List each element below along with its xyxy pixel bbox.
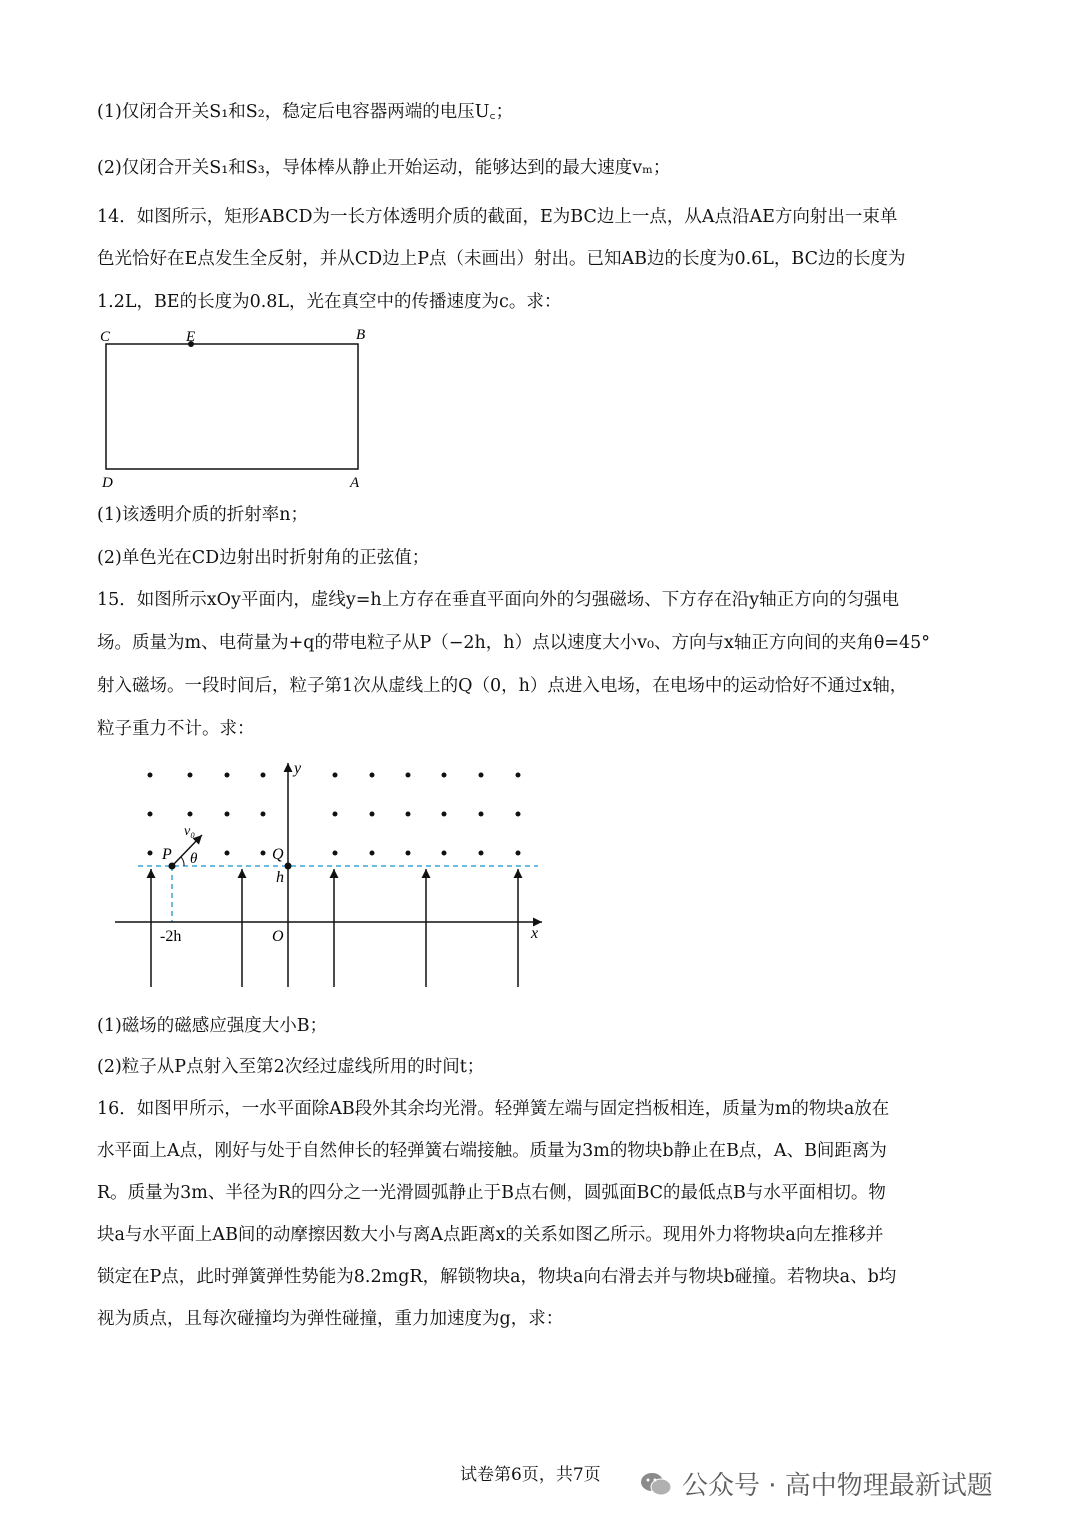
q15-line3: 射入磁场。一段时间后，粒子第1次从虚线上的Q（0，h）点进入电场，在电场中的运动恰好不通过x轴， [97,676,908,696]
q14-line3: 1.2L，BE的长度为0.8L，光在真空中的传播速度为c。求： [97,292,562,312]
watermark-text: 公众号 · 高中物理最新试题 [682,1471,993,1501]
q14-line2: 色光恰好在E点发生全反射，并从CD边上P点（未画出）射出。已知AB边的长度为0.6L，BC边的长度为 [97,249,906,269]
label-o: O [272,928,284,945]
label-h: h [276,869,284,886]
field-dot [333,773,338,778]
field-dot [225,851,230,856]
field-dot [479,851,484,856]
q16-line3: R。质量为3m、半径为R的四分之一光滑圆弧静止于B点右侧，圆弧面BC的最低点B与水平面相切。物 [97,1183,886,1203]
field-dot [148,851,153,856]
field-dot [333,812,338,817]
field-dot [370,773,375,778]
point-q [285,863,292,870]
field-dot [370,812,375,817]
field-dot [261,773,266,778]
q15-line4: 粒子重力不计。求： [97,719,255,739]
q15-line2: 场。质量为m、电荷量为+q的带电粒子从P（−2h，h）点以速度大小v₀、方向与x轴正方向间的夹角θ=45° [97,633,931,653]
field-dot [406,851,411,856]
label-p: P [162,846,172,863]
field-dot [148,812,153,817]
q15-field-figure [110,755,550,995]
field-dot [188,812,193,817]
electric-field-arrows [151,869,518,987]
field-dot [333,851,338,856]
field-dot [261,851,266,856]
field-dot [516,812,521,817]
field-dot [406,812,411,817]
field-dot [479,773,484,778]
q16-line4: 块a与水平面上AB间的动摩擦因数大小与离A点距离x的关系如图乙所示。现用外力将物块a向左推移并 [97,1225,884,1245]
field-dot [225,773,230,778]
field-dot [479,812,484,817]
q14-rectangle-figure [90,322,380,497]
watermark [640,1465,993,1502]
q14-line1: 14．如图所示，矩形ABCD为一长方体透明介质的截面，E为BC边上一点，从A点沿AE方向射出一束单 [97,207,898,227]
q16-line2: 水平面上A点，刚好与处于自然伸长的轻弹簧右端接触。质量为3m的物块b静止在B点，A、B间距离为 [97,1141,887,1161]
label-neg-2h: -2h [160,928,182,945]
field-dot [148,773,153,778]
rectangle-abcd [106,344,358,469]
label-q: Q [272,846,284,863]
q13-sub2: (2)仅闭合开关S₁和S₃，导体棒从静止开始运动，能够达到的最大速度vₘ； [97,158,671,178]
field-dot [516,851,521,856]
label-v0: v₀ [184,824,196,839]
label-y: y [294,760,302,777]
label-e: E [186,329,196,345]
q14-sub1: (1)该透明介质的折射率n； [97,505,309,525]
angle-arc [181,857,184,866]
field-dot [442,773,447,778]
q15-line1: 15．如图所示xOy平面内，虚线y=h上方存在垂直平面向外的匀强磁场、下方存在沿y轴正方向的匀强电 [97,590,900,610]
field-dot [442,851,447,856]
q15-sub1: (1)磁场的磁感应强度大小B； [97,1016,328,1036]
q16-line6: 视为质点，且每次碰撞均为弹性碰撞，重力加速度为g，求： [97,1309,564,1329]
label-x: x [531,925,539,942]
field-dot [370,851,375,856]
velocity-vector [172,835,202,866]
field-dot [516,773,521,778]
label-b: B [356,327,366,343]
q14-sub2: (2)单色光在CD边射出时折射角的正弦值； [97,548,430,568]
label-a: A [350,475,360,491]
q15-sub2: (2)粒子从P点射入至第2次经过虚线所用的时间t； [97,1057,485,1077]
q16-line5: 锁定在P点，此时弹簧弹性势能为8.2mgR，解锁物块a，物块a向右滑去并与物块b碰撞。若物块a、b均 [97,1267,897,1287]
field-dot [225,812,230,817]
field-dot [188,773,193,778]
q16-line1: 16．如图甲所示，一水平面除AB段外其余均光滑。轻弹簧左端与固定挡板相连，质量为m的物块a放在 [97,1099,890,1119]
q13-sub1: (1)仅闭合开关S₁和S₂，稳定后电容器两端的电压U꜀； [97,102,514,122]
magnetic-field-dots [148,773,521,856]
page-number: 试卷第6页，共7页 [460,1465,601,1485]
field-dot [261,812,266,817]
field-dot [406,773,411,778]
label-theta: θ [190,851,198,867]
label-d: D [102,475,113,491]
field-dot [442,812,447,817]
wechat-icon [640,1471,672,1497]
label-c: C [100,329,111,345]
